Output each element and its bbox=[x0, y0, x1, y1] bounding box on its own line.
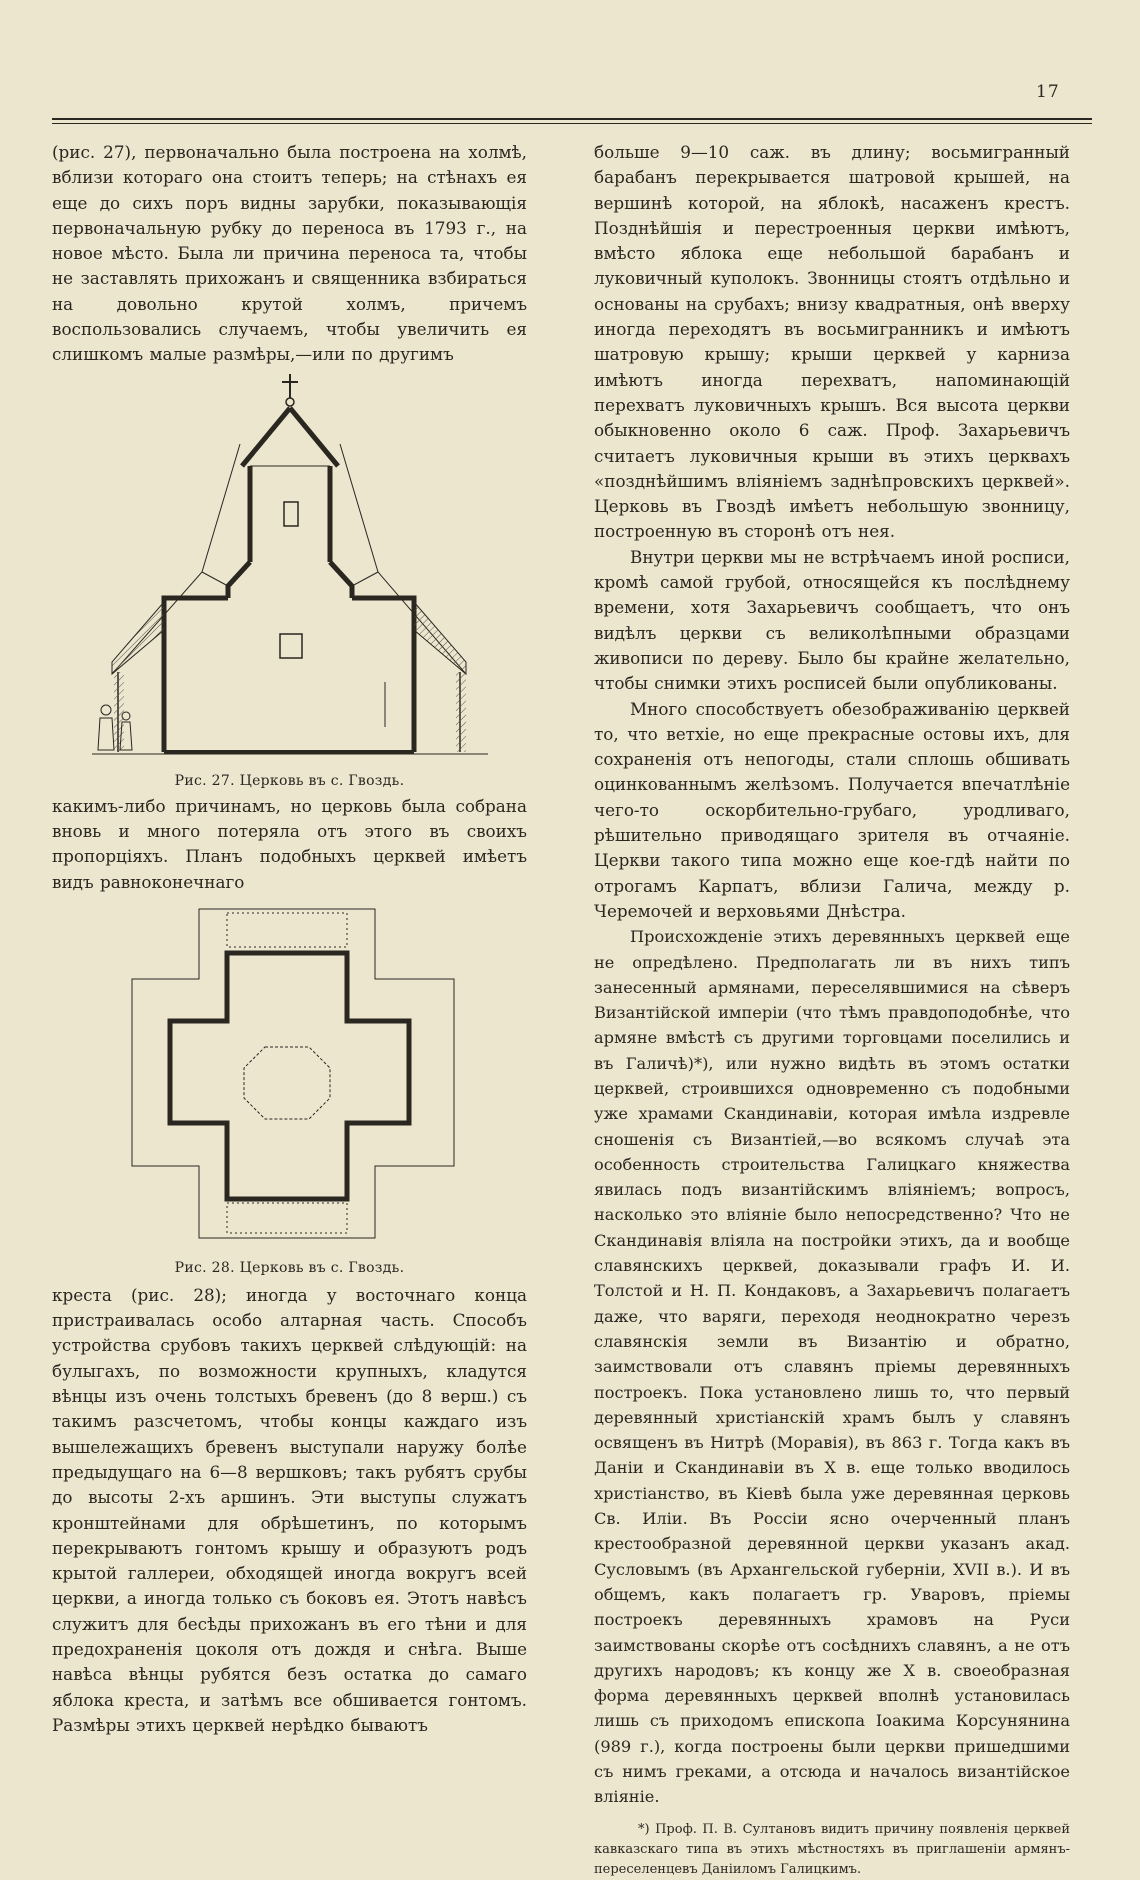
page-number: 17 bbox=[1036, 82, 1060, 102]
left-paragraph-2: какимъ-либо причинамъ, но церковь была собрана вновь и много потеряла отъ этого въ своихъ пропорціяхъ. Планъ подобныхъ церквей имѣетъ видъ равноконечнаго bbox=[52, 795, 527, 892]
figure-28-church-plan bbox=[52, 901, 527, 1259]
header-rule-thin bbox=[52, 123, 1092, 124]
left-paragraph-3: креста (рис. 28); иногда у восточнаго конца пристраивалась особо алтарная часть. Способъ устройства срубовъ такихъ церквей слѣдующій: на булыгахъ, по возможности крупныхъ, кладутся вѣнцы изъ очень толстыхъ бревенъ (до 8 верш.) съ такимъ разсчетомъ, чтобы концы каждаго изъ вышележащихъ бревенъ выступали наружу болѣе предыдущаго на 6—8 вершковъ; такъ рубятъ срубы до высоты 2-хъ аршинъ. Эти выступы служатъ кронштейнами для обрѣшетинъ, по которымъ перекрываютъ гонтомъ крышу и образуютъ родъ крытой галлереи, обходящей иногда вокругъ всей церкви, а иногда только съ боковъ ея. Этотъ навѣсъ служитъ для бесѣды прихожанъ въ его тѣни и для предохраненія цоколя отъ дождя и снѣга. Выше навѣса вѣнцы рубятся безъ остатка до самаго яблока креста, и затѣмъ все обшивается гонтомъ. Размѣры этихъ церквей нерѣдко бываютъ bbox=[52, 1284, 527, 1735]
header-rule bbox=[52, 118, 1092, 120]
figure-28-caption: Рис. 28. Церковь въ с. Гвоздь. bbox=[174, 1259, 405, 1276]
right-paragraph-2: Внутри церкви мы не встрѣчаемъ иной росписи, кромѣ самой грубой, относящейся къ послѣднему времени, хотя Захарьевичъ сообщаетъ, что онъ видѣлъ церкви съ великолѣпными образцами живописи по дереву. Было бы крайне желательно, чтобы снимки этихъ росписей были опубликованы. bbox=[594, 546, 1070, 694]
footnote-block bbox=[594, 1820, 1070, 1880]
church-plan-drawing bbox=[52, 901, 527, 1259]
figure-27-church-section bbox=[52, 372, 527, 772]
left-column bbox=[52, 140, 527, 1738]
right-column bbox=[594, 140, 1070, 1880]
footnote: *) Проф. П. В. Султановъ видитъ причину появленія церквей кавказскаго типа въ этихъ мѣстностяхъ въ приглашеніи армянъ-переселенцевъ Даніиломъ Галицкимъ. bbox=[594, 1821, 1070, 1877]
church-section-drawing bbox=[52, 372, 527, 772]
right-paragraph-3: Много способствуетъ обезображиванію церквей то, что ветхіе, но еще прекрасные остовы ихъ, для сохраненія отъ непогоды, стали сплошь обшивать оцинкованнымъ желѣзомъ. Получается впечатлѣніе чего-то оскорбительно-грубаго, уродливаго, рѣшительно приводящаго зрителя въ отчаяніе. Церкви такого типа можно еще кое-гдѣ найти по отрогамъ Карпатъ, вблизи Галича, между р. Черемочей и верховьями Днѣстра. bbox=[594, 698, 1070, 921]
cross-icon bbox=[282, 374, 298, 406]
right-paragraph-4: Происхожденіе этихъ деревянныхъ церквей еще не опредѣлено. Предполагать ли въ нихъ типъ занесенный армянами, переселявшимися на сѣверъ Византійской имперіи (что тѣмъ правдоподобнѣе, что армяне вмѣстѣ съ другими торговцами поселились и въ Галичѣ)*), или нужно видѣть въ этомъ остатки церквей, строившихся одновременно съ подобными уже храмами Скандинавіи, которая имѣла издревле сношенія съ Византіей,—во всякомъ случаѣ эта особенность строительства Галицкаго княжества явилась подъ византійскимъ вліяніемъ; вопросъ, насколько это вліяніе было непосредственно? Что не Скандинавія вліяла на постройки этихъ, да и вообще славянскихъ церквей, доказывали графъ И. И. Толстой и Н. П. Кондаковъ, а Захарьевичъ полагаетъ даже, что варяги, переходя неоднократно черезъ славянскія земли въ Византію и обратно, заимствовали отъ славянъ пріемы деревянныхъ построекъ. Пока установлено лишь то, что первый деревянный христіанскій храмъ былъ у славянъ освященъ въ Нитрѣ (Моравія), въ 863 г. Тогда какъ въ Даніи и Скандинавіи въ X в. еще только вводилось христіанство, въ Кіевѣ была уже деревянная церковь Св. Иліи. Въ Россіи ясно очерченный планъ крестообразной деревянной церкви указанъ акад. Сусловымъ (въ Архангельской губерніи, XVII в.). И въ общемъ, какъ полагаетъ гр. Уваровъ, пріемы построекъ деревянныхъ храмовъ на Руси заимствованы скорѣе отъ сосѣднихъ славянъ, а не отъ другихъ народовъ; къ концу же X в. своеобразная форма деревянныхъ церквей вполнѣ установилась лишь съ приходомъ епископа Іоакима Корсунянина (989 г.), когда построены были церкви пришедшими съ нимъ греками, а отсюда и началось византійское вліяніе. bbox=[594, 927, 1070, 1807]
figure-27-caption: Рис. 27. Церковь въ с. Гвоздь. bbox=[174, 772, 405, 789]
right-paragraph-1: больше 9—10 саж. въ длину; восьмигранный барабанъ перекрывается шатровой крышей, на вершинѣ которой, на яблокѣ, насаженъ крестъ. Позднѣйшія и перестроенныя церкви имѣютъ, вмѣсто яблока еще небольшой барабанъ и луковичный куполокъ. Звонницы стоятъ отдѣльно и основаны на срубахъ; внизу квадратныя, онѣ вверху иногда переходятъ въ восьмигранникъ и имѣютъ шатровую крышу; крыши церквей у карниза имѣютъ иногда перехватъ, напоминающій перехватъ луковичныхъ крышъ. Вся высота церкви обыкновенно около 6 саж. Проф. Захарьевичъ считаетъ луковичныя крыши въ этихъ церквахъ «позднѣйшимъ вліяніемъ заднѣпровскихъ церквей». Церковь въ Гвоздѣ имѣетъ небольшую звонницу, построенную въ сторонѣ отъ нея. bbox=[594, 142, 1070, 542]
left-paragraph-1: (рис. 27), первоначально была построена на холмѣ, вблизи котораго она стоитъ теперь; на стѣнахъ ея еще до сихъ поръ видны зарубки, показывающія первоначальную рубку до переноса въ 1793 г., на новое мѣсто. Была ли причина переноса та, чтобы не заставлять прихожанъ и священника взбираться на довольно крутой холмъ, причемъ воспользовались случаемъ, чтобы увеличить ея слишкомъ малые размѣры,—или по другимъ bbox=[52, 142, 527, 365]
